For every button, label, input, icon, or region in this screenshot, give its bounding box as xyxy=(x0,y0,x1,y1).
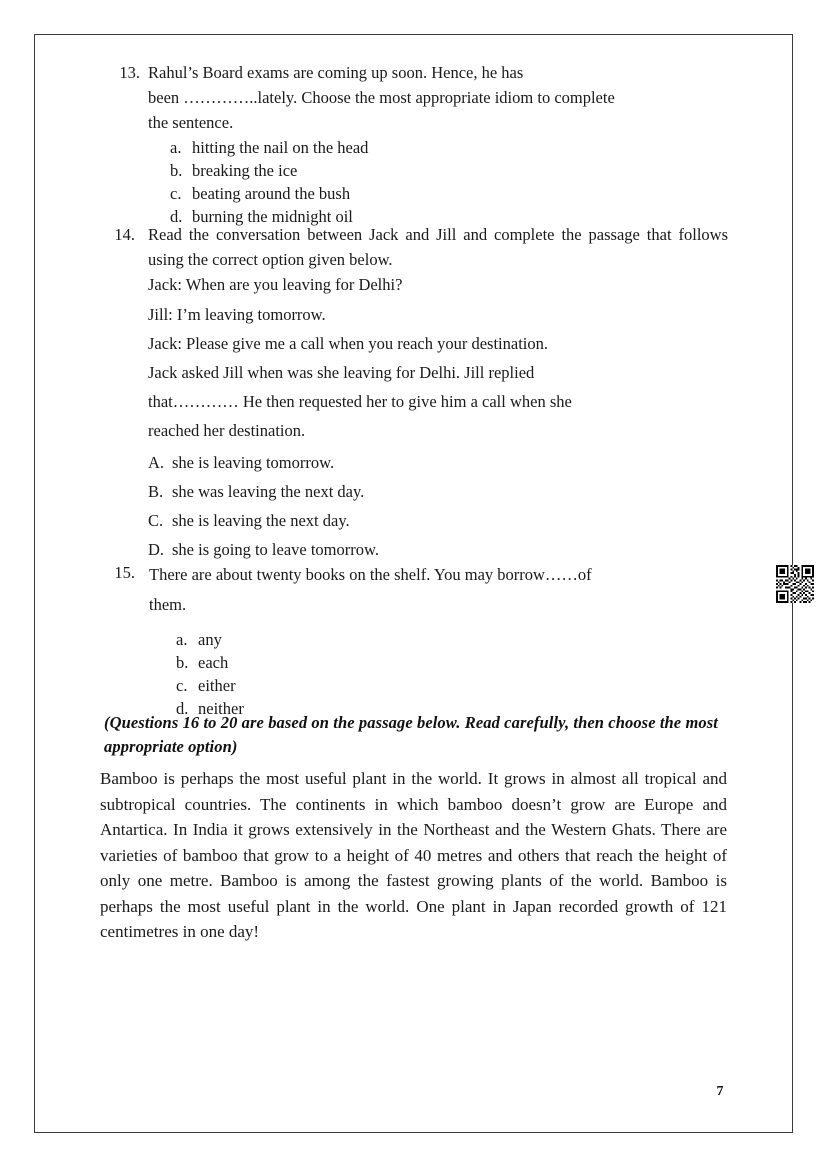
option-key: c. xyxy=(176,676,188,695)
option-item[interactable] xyxy=(176,651,733,674)
passage-line: reached her destination. xyxy=(148,421,306,440)
passage-instruction: (Questions 16 to 20 are based on the passage below. Read carefully, then choose the most appropriate option) xyxy=(104,713,718,756)
dialogue-line: Jill: I’m leaving tomorrow. xyxy=(148,305,326,324)
option-key: D. xyxy=(148,540,165,559)
page-number: 7 xyxy=(716,1084,724,1099)
passage-line: Jack asked Jill when was she leaving for Delhi. Jill replied xyxy=(148,363,535,382)
option-text: beating around the bush xyxy=(192,184,351,203)
passage-line: that………… He then requested her to give him a call when she xyxy=(148,392,572,411)
option-key: d. xyxy=(176,699,189,718)
question-13-number: 13. xyxy=(119,63,140,82)
question-15 xyxy=(108,560,733,720)
option-item[interactable] xyxy=(148,477,728,506)
option-key: C. xyxy=(148,511,164,530)
option-item[interactable] xyxy=(176,628,733,651)
option-text: she is leaving the next day. xyxy=(172,511,350,530)
option-key: d. xyxy=(170,207,183,226)
option-text: she is going to leave tomorrow. xyxy=(172,540,379,559)
option-key: a. xyxy=(170,138,182,157)
option-item[interactable] xyxy=(170,182,735,205)
dialogue-line: Jack: When are you leaving for Delhi? xyxy=(148,275,403,294)
option-text: she is leaving tomorrow. xyxy=(172,453,335,472)
question-14-number: 14. xyxy=(114,225,135,244)
question-13-stem-line-2: been …………..lately. Choose the most appropriate idiom to complete xyxy=(148,88,615,107)
option-key: b. xyxy=(170,161,183,180)
question-13-stem-line-1: Rahul’s Board exams are coming up soon. Hence, he has xyxy=(148,63,524,82)
question-14-passage xyxy=(148,358,728,445)
option-text: each xyxy=(198,653,229,672)
question-14-stem-row xyxy=(108,222,728,272)
option-key: a. xyxy=(176,630,188,649)
option-key: b. xyxy=(176,653,189,672)
question-13-stem xyxy=(148,60,735,135)
option-text: either xyxy=(198,676,236,695)
option-item[interactable] xyxy=(148,448,728,477)
question-14-options xyxy=(148,448,728,564)
option-key: A. xyxy=(148,453,165,472)
question-13-options xyxy=(170,136,735,228)
reading-passage: Bamboo is perhaps the most useful plant in the world. It grows in almost all tropical and subtropical countries. The continents in which bamboo doesn’t grow are Europe and Antartica. In India it grows extensively in the Northeast and the Western Ghats. There are varieties of bamboo that grow to a height of 40 metres and others that reach the height of only one metre. Bamboo is among the fastest growing plants of the world. Bamboo is perhaps the most useful plant in the world. One plant in Japan recorded growth of 121 centimetres in one day! xyxy=(100,769,727,941)
option-item[interactable] xyxy=(148,506,728,535)
question-15-stem-line-1: There are about twenty books on the shelf. You may borrow……of xyxy=(149,565,592,584)
option-item[interactable] xyxy=(170,136,735,159)
option-text: any xyxy=(198,630,222,649)
option-item[interactable] xyxy=(176,674,733,697)
question-13-stem-line-3: the sentence. xyxy=(148,113,234,132)
option-item[interactable] xyxy=(170,159,735,182)
question-14-dialogue xyxy=(148,272,728,358)
option-text: hitting the nail on the head xyxy=(192,138,369,157)
option-text: neither xyxy=(198,699,244,718)
question-13 xyxy=(110,60,735,228)
qr-code[interactable] xyxy=(775,565,815,603)
option-text: burning the midnight oil xyxy=(192,207,353,226)
option-key: c. xyxy=(170,184,182,203)
question-15-stem-line-2: them. xyxy=(149,595,187,614)
question-14 xyxy=(108,222,728,564)
option-text: she was leaving the next day. xyxy=(172,482,365,501)
question-15-options xyxy=(176,628,733,720)
option-text: breaking the ice xyxy=(192,161,298,180)
question-13-stem-row xyxy=(110,60,735,135)
option-key: B. xyxy=(148,482,164,501)
question-14-stem: Read the conversation between Jack and Jill and complete the passage that follows using the correct option given below. xyxy=(148,225,728,269)
question-15-stem-row xyxy=(108,560,733,620)
question-15-number: 15. xyxy=(114,563,135,582)
question-15-stem xyxy=(149,560,733,620)
dialogue-line: Jack: Please give me a call when you reach your destination. xyxy=(148,334,548,353)
